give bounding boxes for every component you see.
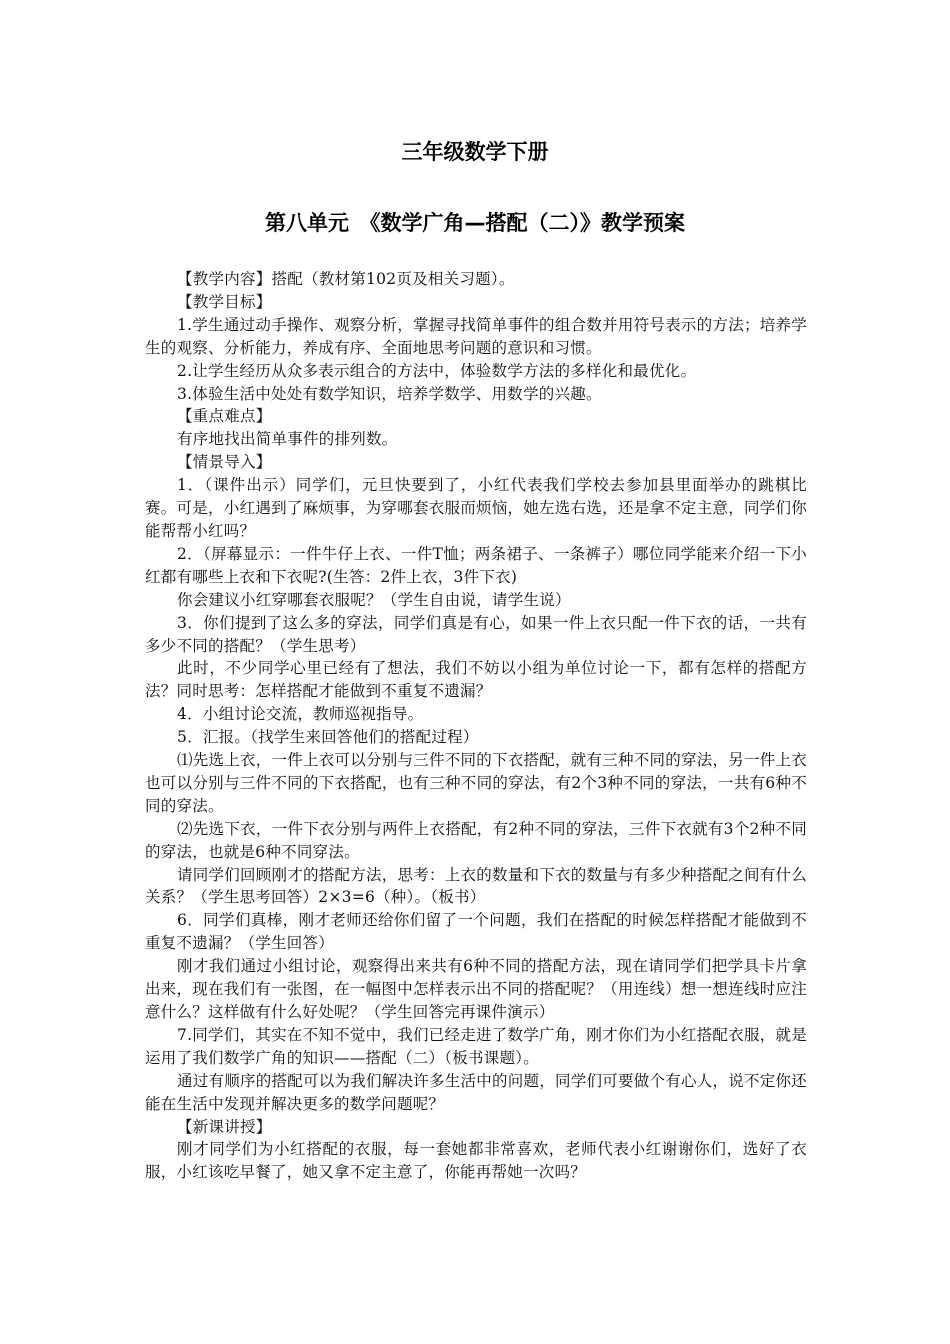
body-paragraph: 你会建议小红穿哪套衣服呢？（学生自由说，请学生说） (177, 590, 571, 609)
body-paragraph: 刚才同学们为小红搭配的衣服，每一套她都非常喜欢，老师代表小红谢谢你们，选好了衣服，小红该吃早餐了，她又拿不定主意了，你能再帮她一次吗？ (145, 1140, 807, 1182)
body-paragraph: 此时，不少同学心里已经有了想法，我们不妨以小组为单位讨论一下，都有怎样的搭配方法？同时思考：怎样搭配才能做到不重复不遗漏？ (145, 659, 807, 701)
goal-paragraph: 3.体验生活中处处有数学知识，培养学数学、用数学的兴趣。 (177, 384, 602, 403)
document-title: 三年级数学下册 (401, 140, 549, 164)
document-body (145, 268, 807, 1184)
body-paragraph: ⑴先选上衣，一件上衣可以分别与三件不同的下衣搭配，就有三种不同的穿法，另一件上衣也可以分别与三件不同的下衣搭配，也有三种不同的穿法，有2个3种不同的穿法，一共有6种不同的穿法。 (145, 751, 808, 815)
body-paragraph: 通过有顺序的搭配可以为我们解决许多生活中的问题，同学们可要做个有心人，说不定你还能在生活中发现并解决更多的数学问题呢？ (145, 1071, 808, 1113)
body-paragraph: 2．（屏幕显示：一件牛仔上衣、一件T恤；两条裙子、一条裤子）哪位同学能来介绍一下小红都有哪些上衣和下衣呢?(生答：2件上衣，3件下衣) (145, 544, 807, 586)
body-paragraph: 3．你们提到了这么多的穿法，同学们真是有心，如果一件上衣只配一件下衣的话，一共有多少不同的搭配？（学生思考） (145, 613, 807, 655)
body-paragraph: 6．同学们真棒，刚才老师还给你们留了一个问题，我们在搭配的时候怎样搭配才能做到不重复不遗漏？（学生回答） (145, 911, 807, 953)
section-heading-goals: 【教学目标】 (177, 292, 272, 311)
body-paragraph: 7.同学们，其实在不知不觉中，我们已经走进了数学广角，刚才你们为小红搭配衣服，就是运用了我们数学广角的知识——搭配（二）（板书课题）。 (145, 1025, 807, 1067)
body-paragraph: 1．（课件出示）同学们，元旦快要到了，小红代表我们学校去参加县里面举办的跳棋比赛。可是，小红遇到了麻烦事，为穿哪套衣服而烦恼，她左选右选，还是拿不定主意，同学们你能帮帮小红吗？ (145, 476, 807, 540)
goal-paragraph: 2.让学生经历从众多表示组合的方法中，体验数学方法的多样化和最优化。 (177, 361, 697, 380)
body-paragraph: 请同学们回顾刚才的搭配方法，思考：上衣的数量和下衣的数量与有多少种搭配之间有什么关系？（学生思考回答）2×3=6（种）。（板书） (145, 865, 808, 907)
body-paragraph: ⑵先选下衣，一件下衣分别与两件上衣搭配，有2种不同的穿法，三件下衣就有3个2种不同的穿法，也就是6种不同穿法。 (145, 819, 807, 861)
section-heading-new-lesson: 【新课讲授】 (177, 1117, 272, 1136)
body-paragraph: 4．小组讨论交流，教师巡视指导。 (177, 705, 424, 724)
section-heading-intro: 【情景导入】 (177, 453, 272, 472)
section-teaching-content: 【教学内容】搭配（教材第102页及相关习题）。 (177, 270, 515, 288)
key-point-paragraph: 有序地找出简单事件的排列数。 (177, 430, 398, 449)
document-subtitle: 第八单元 《数学广角—搭配（二）》教学预案 (265, 211, 685, 235)
section-heading-key-points: 【重点难点】 (177, 407, 272, 426)
body-paragraph: 5．汇报。（找学生来回答他们的搭配过程） (177, 728, 479, 747)
body-paragraph: 刚才我们通过小组讨论，观察得出来共有6种不同的搭配方法，现在请同学们把学具卡片拿出来，现在我们有一张图，在一幅图中怎样表示出不同的搭配呢？（用连线）想一想连线时应注意什么？这样做有什么好处呢？（学生回答完再课件演示） (145, 957, 807, 1021)
goal-paragraph: 1.学生通过动手操作、观察分析，掌握寻找简单事件的组合数并用符号表示的方法；培养学生的观察、分析能力，养成有序、全面地思考问题的意识和习惯。 (145, 315, 807, 357)
